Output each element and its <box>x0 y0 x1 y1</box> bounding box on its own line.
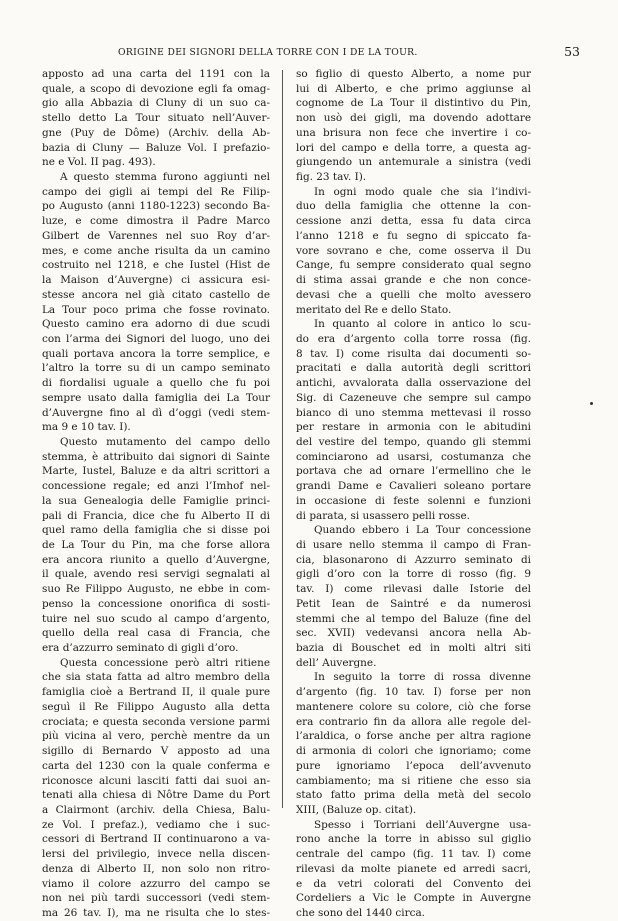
text-line: Sig. di Cazeneuve che sempre sul campo <box>296 391 531 404</box>
text-line: cia, blasonarono di Azzurro seminato di <box>296 553 531 566</box>
text-line: in occasione di feste solenni e funzioni <box>296 494 531 507</box>
running-header <box>34 44 580 61</box>
text-line: era contrario fin da allora alle regole del- <box>296 715 531 728</box>
text-line: di parata, si usassero pelli rosse. <box>296 509 470 522</box>
text-line: rono anche la torre in abisso sul giglio <box>296 833 531 846</box>
text-line: concessione regale; ed anzi l’Imhof nel- <box>42 480 270 493</box>
text-line: lui di Alberto, e che primo aggiunse al <box>296 82 531 95</box>
text-line: stato fatto prima della metà del secolo <box>296 789 531 802</box>
text-line: devasi che a quelli che molto avessero <box>296 288 531 301</box>
text-line: quel ramo della famiglia che si disse poi <box>42 524 270 537</box>
text-line: di fiordalisi uguale a quello che fu poi <box>42 377 270 390</box>
text-line: stemmi che al tempo del Baluze (fine del <box>296 612 531 625</box>
text-line: non usò dei gigli, ma dovendo adottare <box>296 112 531 125</box>
text-line: Petit Iean de Saintré e da numerosi <box>296 597 531 610</box>
text-line: di usare nello stemma il campo di Fran- <box>296 539 531 551</box>
text-line: lori del campo e della torre, a questa ag- <box>296 141 531 154</box>
text-line: riconosce alcuni lasciti fatti dai suoi an- <box>42 774 270 787</box>
text-line: viamo il colore azzurro del campo se <box>42 877 270 890</box>
text-line: stemma, è attribuito dai signori di Sainte <box>42 450 270 463</box>
text-line: pracitati e dalla autorità degli scrittori <box>296 362 531 375</box>
text-line: In ogni modo quale che sia l’indivi- <box>314 185 531 198</box>
text-line: campo dei gigli ai tempi del Re Filip- <box>42 185 270 198</box>
text-line: di stima assai grande e che non conce- <box>296 274 531 287</box>
text-line: sec. XVII) vedevansi ancora nella Ab- <box>296 627 531 640</box>
text-line: Questo camino era adorno di due scudi <box>42 318 270 331</box>
text-line: giungendo un antemurale a sinistra (vedi <box>296 156 531 169</box>
text-line: Marte, Iustel, Baluze e da altri scrittori a <box>42 465 270 478</box>
text-line: gne (Puy de Dôme) (Archiv. della Ab- <box>42 126 270 139</box>
text-line: quali portava ancora la torre semplice, e <box>42 347 270 360</box>
text-line: dell’ Auvergne. <box>296 656 377 669</box>
text-line: denza di Alberto II, non solo non ritro- <box>42 862 270 875</box>
text-line: una brisura non fece che invertire i co- <box>296 126 531 139</box>
text-line: d’Auvergne fino al dì d’oggi (vedi stem- <box>42 406 270 419</box>
text-line: bianco di uno stemma mettevasi il rosso <box>296 406 531 419</box>
text-line: Cordeliers a Vic le Compte in Auvergne <box>296 892 531 905</box>
text-line: A questo stemma furono aggiunti nel <box>60 171 270 184</box>
text-line: carta del 1230 con la quale conferma e <box>42 759 270 772</box>
text-line: In quanto al colore in antico lo scu- <box>314 318 531 331</box>
text-line: più vicina al vero, perchè mentre da un <box>42 730 270 743</box>
text-line: duo della famiglia che ottenne la con- <box>296 200 531 213</box>
text-line: con l’arma dei Signori del luogo, uno dei <box>42 332 270 345</box>
text-line: sempre usato dalla famiglia dei La Tour <box>42 391 270 404</box>
text-line: pure ignoriamo l’epoca dell’avvenuto <box>296 759 531 772</box>
text-line: antichi, avvalorata dalla osservazione del <box>296 377 531 390</box>
text-line: do era d’argento colla torre rossa (fig. <box>296 332 531 345</box>
text-line: ne e Vol. II pag. 493). <box>42 156 156 169</box>
text-line: grandi Dame e Cavalieri soleano portare <box>296 480 531 493</box>
text-line: la Maison d’Auvergne) ci assicura esi- <box>42 274 270 287</box>
text-line: di armonia di colori che ignoriamo; come <box>296 745 531 758</box>
text-line: suo Re Filippo Augusto, ne ebbe in com- <box>42 583 270 596</box>
text-line: Spesso i Torriani dell’Auvergne usa- <box>314 818 531 831</box>
text-line: gio alla Abbazia di Cluny di un suo ca- <box>42 97 270 110</box>
text-line: del vestire del tempo, quando gli stemmi <box>296 435 531 448</box>
text-line: d’argento (fig. 10 tav. I) forse per non <box>296 686 531 699</box>
text-line: bazia di Bouschet ed in molti altri siti <box>296 642 531 655</box>
right-text-column <box>296 67 531 921</box>
text-line: cambiamento; ma si ritiene che esso sia <box>296 774 531 787</box>
text-line: il quale, avendo resi servigi segnalati al <box>42 568 270 581</box>
text-line: La Tour poco prima che fosse rovinato. <box>42 303 270 316</box>
text-line: meritato del Re e dello Stato. <box>296 303 452 316</box>
text-line: ze Vol. I prefaz.), vediamo che i suc- <box>42 818 270 831</box>
ink-speck <box>590 402 593 405</box>
text-line: quello della real casa di Francia, che <box>42 627 270 640</box>
text-line: penso la concessione onorifica di sosti- <box>42 597 270 610</box>
page-number: 53 <box>564 44 580 59</box>
text-line: che sia stata fatta ad altro membro della <box>42 671 270 684</box>
text-line: Questa concessione però altri ritiene <box>60 656 270 669</box>
text-line: per restare in armonia con le abitudini <box>296 421 531 434</box>
text-line: lersi del privilegio, invece nella discen- <box>42 848 270 861</box>
text-line: luze, e come dimostra il Padre Marco <box>42 215 270 228</box>
text-line: tenati alla chiesa di Nôtre Dame du Port <box>42 789 270 802</box>
text-line: XIII, (Baluze op. citat). <box>296 803 417 816</box>
text-line: centrale del campo (fig. 11 tav. I) come <box>296 848 531 861</box>
text-line: stello detto La Tour situato nell’Auver- <box>42 112 270 125</box>
text-line: cessione anzi detta, essa fu data circa <box>296 215 531 228</box>
text-line: sigillo di Bernardo V apposto ad una <box>42 745 270 758</box>
text-line: pali di Francia, dice che fu Alberto II di <box>42 509 270 522</box>
text-line: fig. 23 tav. I). <box>296 171 367 184</box>
text-line: portava che ad ornare l’ermellino che le <box>296 465 531 478</box>
text-line: costruito nel 1218, e che Iustel (Hist de <box>42 259 270 272</box>
left-text-column <box>42 67 270 921</box>
text-line: mes, e come anche risulta da un camino <box>42 244 270 257</box>
text-line: po Augusto (anni 1180-1223) secondo Ba- <box>42 200 270 213</box>
text-line: Gilbert de Varennes nel suo Roy d’ar- <box>42 229 270 242</box>
text-line: Questo mutamento del campo dello <box>60 435 270 448</box>
text-line: l’altro la torre su di un campo seminato <box>42 362 270 375</box>
text-line: e da vetri colorati del Convento dei <box>296 877 531 890</box>
text-line: la sua Genealogia delle Famiglie princi- <box>42 494 270 507</box>
text-line: de La Tour du Pin, ma che forse allora <box>42 539 270 551</box>
text-line: bazia di Cluny — Baluze Vol. I prefazio- <box>42 141 270 154</box>
text-line: tuire nel suo scudo al campo d’argento, <box>42 612 270 625</box>
text-line: a Clairmont (archiv. della Chiesa, Balu- <box>42 803 270 816</box>
text-line: stesse ancora nel già citato castello de <box>42 288 270 301</box>
text-line: che sono del 1440 circa. <box>296 906 425 919</box>
text-line: era d’azzurro seminato di gigli d’oro. <box>42 642 239 655</box>
text-line: tav. I) come rilevasi dalle Istorie del <box>296 583 531 596</box>
text-line: cognome de La Tour il distintivo du Pin, <box>296 97 531 110</box>
text-line: apposto ad una carta del 1191 con la <box>42 68 270 80</box>
text-line: so figlio di questo Alberto, a nome pur <box>296 68 531 80</box>
column-divider <box>282 70 283 808</box>
text-line: quale, a scopo di devozione egli fa omag- <box>42 82 270 95</box>
text-line: l’araldica, o forse anche per altra ragione <box>296 730 531 743</box>
text-line: famiglia cioè a Bertrand II, il quale pure <box>42 686 270 699</box>
text-line: vore sovrano e che, come osserva il Du <box>296 244 531 257</box>
text-line: Cange, fu sempre considerato qual segno <box>296 259 531 272</box>
text-line: gigli d’oro con la torre di rosso (fig. 9 <box>296 568 531 581</box>
text-line: cessori di Bertrand II continuarono a va- <box>42 833 270 846</box>
text-line: mantenere colore su colore, ciò che forse <box>296 700 531 713</box>
text-line: seguì il Re Filippo Augusto alla detta <box>42 700 270 713</box>
text-line: l’anno 1218 e fu segno di spiccato fa- <box>296 229 531 242</box>
text-line: ma 9 e 10 tav. I). <box>42 421 131 434</box>
text-line: crociata; e questa seconda versione parmi <box>42 715 270 728</box>
text-line: 8 tav. I) come risulta dai documenti so- <box>296 347 531 360</box>
text-line: ma 26 tav. I), ma ne risulta che lo stes- <box>42 906 270 919</box>
text-line: era ancora riunito a quello d’Auvergne, <box>42 553 270 566</box>
text-line: Quando ebbero i La Tour concessione <box>314 524 531 537</box>
text-line: non nei più tardi successori (vedi stem- <box>42 892 270 905</box>
running-title: ORIGINE DEI SIGNORI DELLA TORRE CON I DE LA TOUR. <box>118 47 418 58</box>
text-line: cominciarono ad usarsi, costumanza che <box>296 450 531 463</box>
text-line: In seguito la torre di rossa divenne <box>314 671 531 684</box>
text-line: rilevasi da molte pianete ed arredi sacri, <box>296 862 531 875</box>
